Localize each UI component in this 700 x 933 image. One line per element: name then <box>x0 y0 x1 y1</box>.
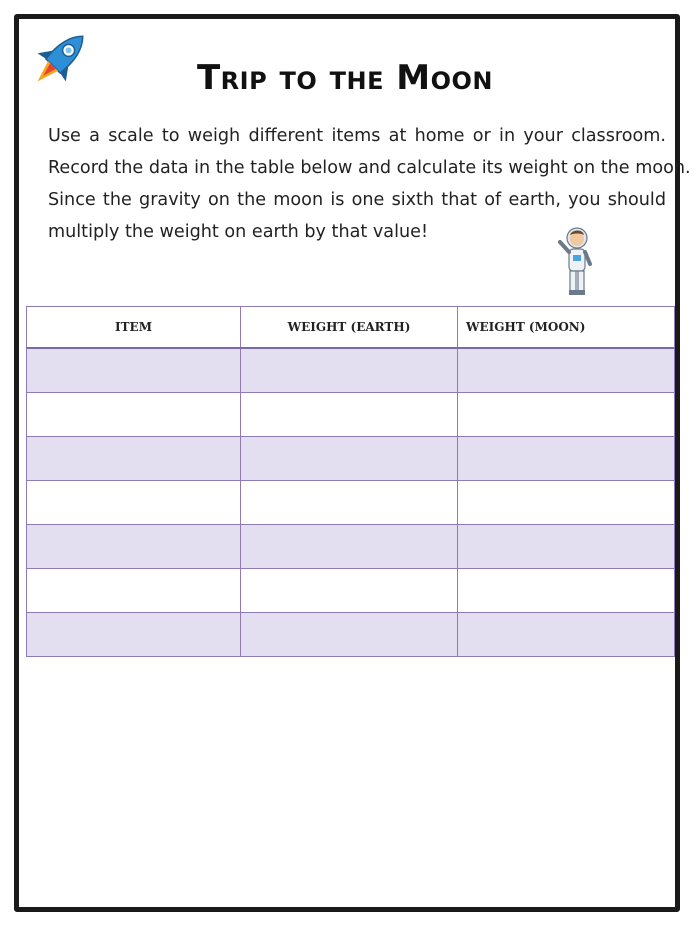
weight-moon-cell[interactable] <box>458 348 675 393</box>
column-header-weight-moon: WEIGHT (MOON) <box>458 307 675 349</box>
table-row <box>27 393 675 437</box>
table-header-row <box>27 307 675 349</box>
table-row <box>27 525 675 569</box>
weight-earth-cell[interactable] <box>241 348 458 393</box>
table-row <box>27 569 675 613</box>
weight-table <box>26 306 675 657</box>
item-cell[interactable] <box>27 481 241 525</box>
instructions-line: Use a scale to weigh different items at home or in your classroom. <box>48 126 666 146</box>
weight-earth-cell[interactable] <box>241 569 458 613</box>
weight-moon-cell[interactable] <box>458 437 675 481</box>
item-cell[interactable] <box>27 348 241 393</box>
item-cell[interactable] <box>27 613 241 657</box>
weight-earth-cell[interactable] <box>241 481 458 525</box>
weight-moon-cell[interactable] <box>458 525 675 569</box>
weight-earth-cell[interactable] <box>241 613 458 657</box>
item-cell[interactable] <box>27 525 241 569</box>
item-cell[interactable] <box>27 437 241 481</box>
weight-moon-cell[interactable] <box>458 393 675 437</box>
table-row <box>27 437 675 481</box>
instructions-line: Record the data in the table below and calculate its weight on the moon. <box>48 158 691 178</box>
item-cell[interactable] <box>27 393 241 437</box>
weight-earth-cell[interactable] <box>241 437 458 481</box>
column-header-item: ITEM <box>27 307 241 349</box>
weight-earth-cell[interactable] <box>241 525 458 569</box>
weight-earth-cell[interactable] <box>241 393 458 437</box>
table-row <box>27 348 675 393</box>
table-row <box>27 481 675 525</box>
instructions-line: multiply the weight on earth by that value! <box>48 222 428 242</box>
astronaut-icon <box>556 224 598 298</box>
weight-moon-cell[interactable] <box>458 481 675 525</box>
table-row <box>27 613 675 657</box>
instructions-line: Since the gravity on the moon is one sixth that of earth, you should <box>48 190 666 210</box>
page-title: Trip to the Moon <box>196 58 494 98</box>
weight-moon-cell[interactable] <box>458 569 675 613</box>
weight-moon-cell[interactable] <box>458 613 675 657</box>
column-header-weight-earth: WEIGHT (EARTH) <box>241 307 458 349</box>
item-cell[interactable] <box>27 569 241 613</box>
